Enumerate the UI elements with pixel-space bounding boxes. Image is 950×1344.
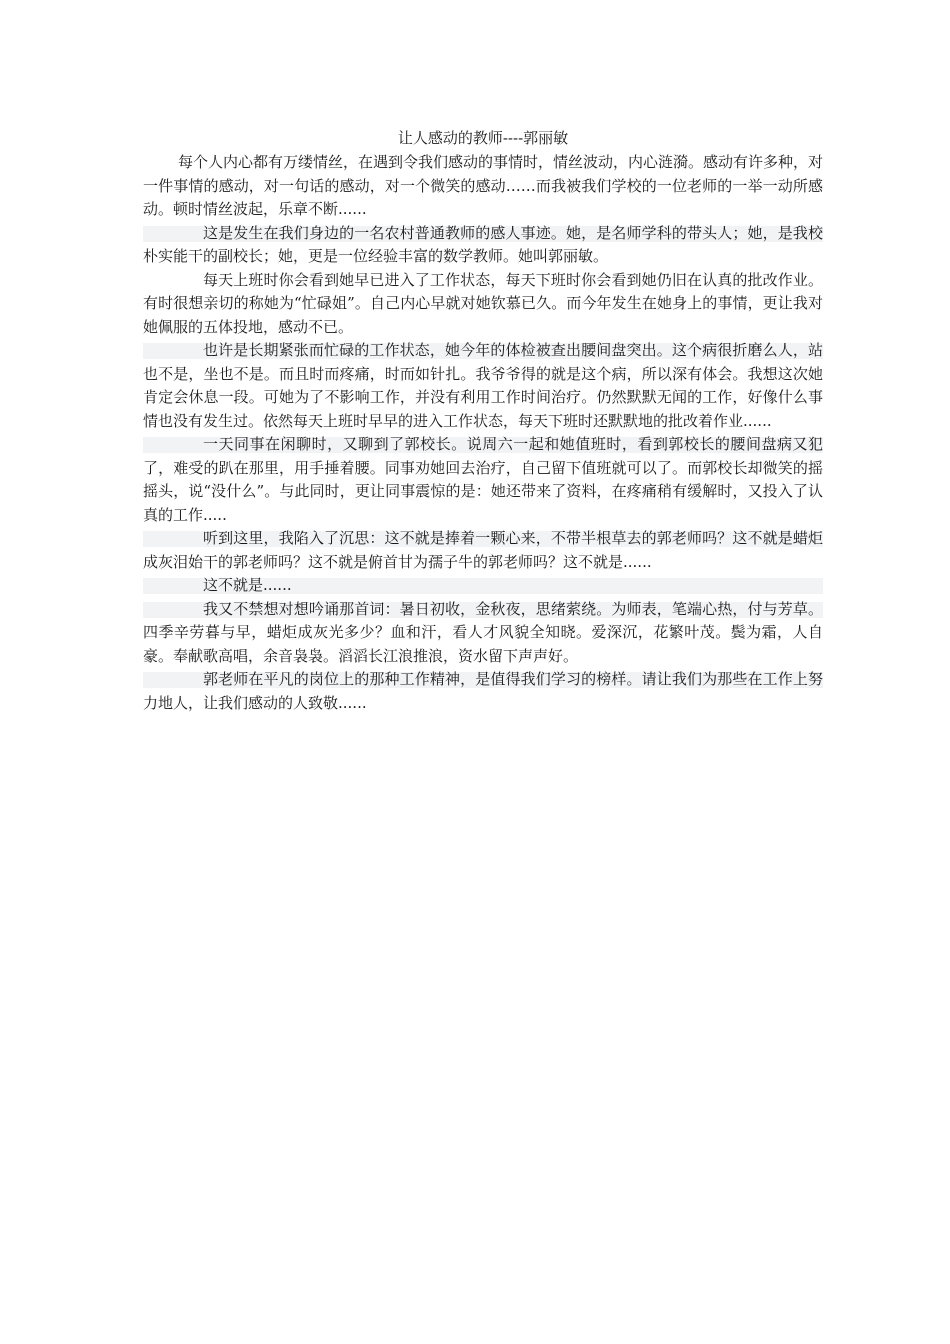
paragraph-3: 每天上班时你会看到她早已进入了工作状态，每天下班时你会看到她仍旧在认真的批改作业。有时很想亲切的称她为“忙碌姐”。自己内心早就对她钦慕已久。而今年发生在她身上的事情，更让我对她佩服的五体投地，感动不已。 <box>143 270 823 336</box>
paragraph-2: 这是发生在我们身边的一名农村普通教师的感人事迹。她，是名师学科的带头人；她，是我校朴实能干的副校长；她，更是一位经验丰富的数学教师。她叫郭丽敏。 <box>143 222 823 269</box>
document-title: 让人感动的教师----郭丽敏 <box>397 129 569 147</box>
paragraph-8: 我又不禁想对想吟诵那首词：暑日初收，金秋夜，思绪萦绕。为师表，笔端心热，付与芳草。四季辛劳暮与早，蜡炬成灰光多少？血和汗，看人才风貌全知晓。爱深沉，花繁叶茂。鬓为霜，人自豪。奉献歌高唱，余音袅袅。滔滔长江浪推浪，资水留下声声好。 <box>143 598 823 669</box>
document-body <box>143 127 823 715</box>
paragraph-4: 也许是长期紧张而忙碌的工作状态，她今年的体检被查出腰间盘突出。这个病很折磨么人，站也不是，坐也不是。而且时而疼痛，时而如针扎。我爷爷得的就是这个病，所以深有体会。我想这次她肯定会休息一段。可她为了不影响工作，并没有利用工作时间治疗。仍然默默无闻的工作，好像什么事情也没有发生过。依然每天上班时早早的进入工作状态，每天下班时还默默地的批改着作业...... <box>143 339 823 433</box>
paragraph-7: 这不就是...... <box>143 574 823 598</box>
paragraph-5: 一天同事在闲聊时，又聊到了郭校长。说周六一起和她值班时，看到郭校长的腰间盘病又犯了，难受的趴在那里，用手捶着腰。同事劝她回去治疗，自己留下值班就可以了。而郭校长却微笑的摇摇头，说“没什么”。与此同时，更让同事震惊的是：她还带来了资料，在疼痛稍有缓解时，又投入了认真的工作..... <box>143 433 823 527</box>
paragraph-9: 郭老师在平凡的岗位上的那种工作精神，是值得我们学习的榜样。请让我们为那些在工作上努力地人，让我们感动的人致敬...... <box>143 668 823 715</box>
paragraph-1: 每个人内心都有万缕情丝，在遇到令我们感动的事情时，情丝波动，内心涟漪。感动有许多种，对一件事情的感动，对一句话的感动，对一个微笑的感动……而我被我们学校的一位老师的一举一动所感动。顿时情丝波起，乐章不断...... <box>143 153 824 218</box>
paragraph-6: 听到这里，我陷入了沉思：这不就是捧着一颗心来，不带半根草去的郭老师吗？这不就是蜡炬成灰泪始干的郭老师吗？这不就是俯首甘为孺子牛的郭老师吗？这不就是...... <box>143 527 823 574</box>
